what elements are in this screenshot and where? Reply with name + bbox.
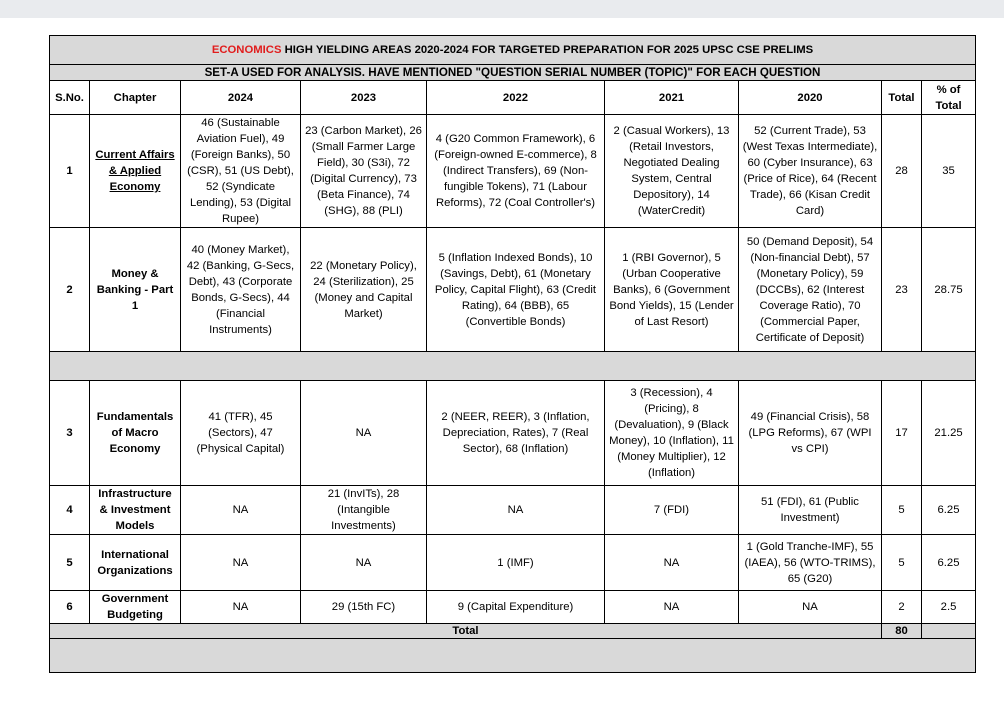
cell-2020: 52 (Current Trade), 53 (West Texas Intermediate), 60 (Cyber Insurance), 63 (Price of Rice), 64 (Recent Trade), 66 (Kisan Credit Card): [739, 115, 882, 228]
cell-2020: 50 (Demand Deposit), 54 (Non-financial Debt), 57 (Monetary Policy), 59 (DCCBs), 62 (Interest Coverage Ratio), 70 (Commercial Paper, Certificate of Deposit): [739, 228, 882, 352]
cell-2021: NA: [605, 591, 739, 624]
cell-total: 2: [882, 591, 922, 624]
header-sno: S.No.: [50, 81, 90, 115]
cell-pct: 6.25: [922, 486, 976, 535]
row-sno: 4: [50, 486, 90, 535]
cell-2021: 3 (Recession), 4 (Pricing), 8 (Devaluation), 9 (Black Money), 10 (Inflation), 11 (Money Multiplier), 12 (Inflation): [605, 381, 739, 486]
cell-total: 23: [882, 228, 922, 352]
cell-2021: 2 (Casual Workers), 13 (Retail Investors, Negotiated Dealing System, Central Depository), 14 (WaterCredit): [605, 115, 739, 228]
header-2022: 2022: [427, 81, 605, 115]
table-title: [50, 36, 976, 65]
cell-total: 28: [882, 115, 922, 228]
header-pct: % of Total: [922, 81, 976, 115]
footer-band: [50, 639, 976, 673]
cell-2021: NA: [605, 535, 739, 591]
row-sno: 3: [50, 381, 90, 486]
cell-2023: 23 (Carbon Market), 26 (Small Farmer Large Field), 30 (S3i), 72 (Digital Currency), 73 (Beta Finance), 74 (SHG), 88 (PLI): [301, 115, 427, 228]
row-chapter: Infrastructure & Investment Models: [90, 486, 181, 535]
header-2023: 2023: [301, 81, 427, 115]
cell-2023: 29 (15th FC): [301, 591, 427, 624]
total-row: [50, 624, 976, 639]
cell-total: 5: [882, 486, 922, 535]
cell-2024: 46 (Sustainable Aviation Fuel), 49 (Foreign Banks), 50 (CSR), 51 (US Debt), 52 (Syndicate Lending), 53 (Digital Rupee): [181, 115, 301, 228]
header-2024: 2024: [181, 81, 301, 115]
total-label: Total: [50, 624, 882, 639]
header-chapter: Chapter: [90, 81, 181, 115]
cell-2023: 22 (Monetary Policy), 24 (Sterilization), 25 (Money and Capital Market): [301, 228, 427, 352]
separator-row: [50, 352, 976, 381]
cell-2024: 40 (Money Market), 42 (Banking, G-Secs, Debt), 43 (Corporate Bonds, G-Secs), 44 (Financial Instruments): [181, 228, 301, 352]
total-value: 80: [882, 624, 922, 639]
cell-2020: NA: [739, 591, 882, 624]
cell-total: 5: [882, 535, 922, 591]
cell-2023: 21 (InvITs), 28 (Intangible Investments): [301, 486, 427, 535]
row-chapter: Money & Banking - Part 1: [90, 228, 181, 352]
cell-total: 17: [882, 381, 922, 486]
cell-2021: 1 (RBI Governor), 5 (Urban Cooperative Banks), 6 (Government Bond Yields), 15 (Lender of Last Resort): [605, 228, 739, 352]
cell-2022: NA: [427, 486, 605, 535]
cell-2023: NA: [301, 535, 427, 591]
row-chapter: Government Budgeting: [90, 591, 181, 624]
header-2021: 2021: [605, 81, 739, 115]
row-sno: 2: [50, 228, 90, 352]
cell-2024: 41 (TFR), 45 (Sectors), 47 (Physical Capital): [181, 381, 301, 486]
row-chapter: Fundamentals of Macro Economy: [90, 381, 181, 486]
cell-2022: 1 (IMF): [427, 535, 605, 591]
table-subtitle: SET-A USED FOR ANALYSIS. HAVE MENTIONED "QUESTION SERIAL NUMBER (TOPIC)" FOR EACH QUESTION: [50, 65, 976, 81]
cell-pct: 21.25: [922, 381, 976, 486]
header-total: Total: [882, 81, 922, 115]
cell-2020: 1 (Gold Tranche-IMF), 55 (IAEA), 56 (WTO-TRIMS), 65 (G20): [739, 535, 882, 591]
cell-pct: 2.5: [922, 591, 976, 624]
cell-2023: NA: [301, 381, 427, 486]
cell-pct: 6.25: [922, 535, 976, 591]
cell-2022: 5 (Inflation Indexed Bonds), 10 (Savings, Debt), 61 (Monetary Policy, Capital Flight), 63 (Credit Rating), 64 (BBB), 65 (Convertible Bonds): [427, 228, 605, 352]
row-sno: 5: [50, 535, 90, 591]
cell-pct: 28.75: [922, 228, 976, 352]
cell-2022: 2 (NEER, REER), 3 (Inflation, Depreciation, Rates), 7 (Real Sector), 68 (Inflation): [427, 381, 605, 486]
cell-2022: 4 (G20 Common Framework), 6 (Foreign-owned E-commerce), 8 (Indirect Transfers), 69 (Non-fungible Tokens), 71 (Labour Reforms), 72 (Coal Controller's): [427, 115, 605, 228]
title-rest: HIGH YIELDING AREAS 2020-2024 FOR TARGETED PREPARATION FOR 2025 UPSC CSE PRELIMS: [281, 44, 814, 56]
table-row: [50, 381, 976, 486]
footer-row: [50, 639, 976, 673]
row-sno: 1: [50, 115, 90, 228]
economics-analysis-table: [49, 35, 976, 673]
cell-2020: 49 (Financial Crisis), 58 (LPG Reforms), 67 (WPI vs CPI): [739, 381, 882, 486]
cell-2021: 7 (FDI): [605, 486, 739, 535]
cell-2024: NA: [181, 486, 301, 535]
table-row: [50, 115, 976, 228]
cell-2020: 51 (FDI), 61 (Public Investment): [739, 486, 882, 535]
title-subject: ECONOMICS: [211, 44, 282, 56]
row-chapter: International Organizations: [90, 535, 181, 591]
table-row: [50, 535, 976, 591]
cell-2022: 9 (Capital Expenditure): [427, 591, 605, 624]
cell-2024: NA: [181, 535, 301, 591]
header-row: [50, 81, 976, 115]
row-sno: 6: [50, 591, 90, 624]
table-row: [50, 486, 976, 535]
row-chapter: Current Affairs & Applied Economy: [90, 115, 181, 228]
cell-pct: 35: [922, 115, 976, 228]
document-page: [0, 18, 1004, 713]
total-pct-empty: [922, 624, 976, 639]
table-row: [50, 228, 976, 352]
separator-band: [50, 352, 976, 381]
table-row: [50, 591, 976, 624]
cell-2024: NA: [181, 591, 301, 624]
header-2020: 2020: [739, 81, 882, 115]
